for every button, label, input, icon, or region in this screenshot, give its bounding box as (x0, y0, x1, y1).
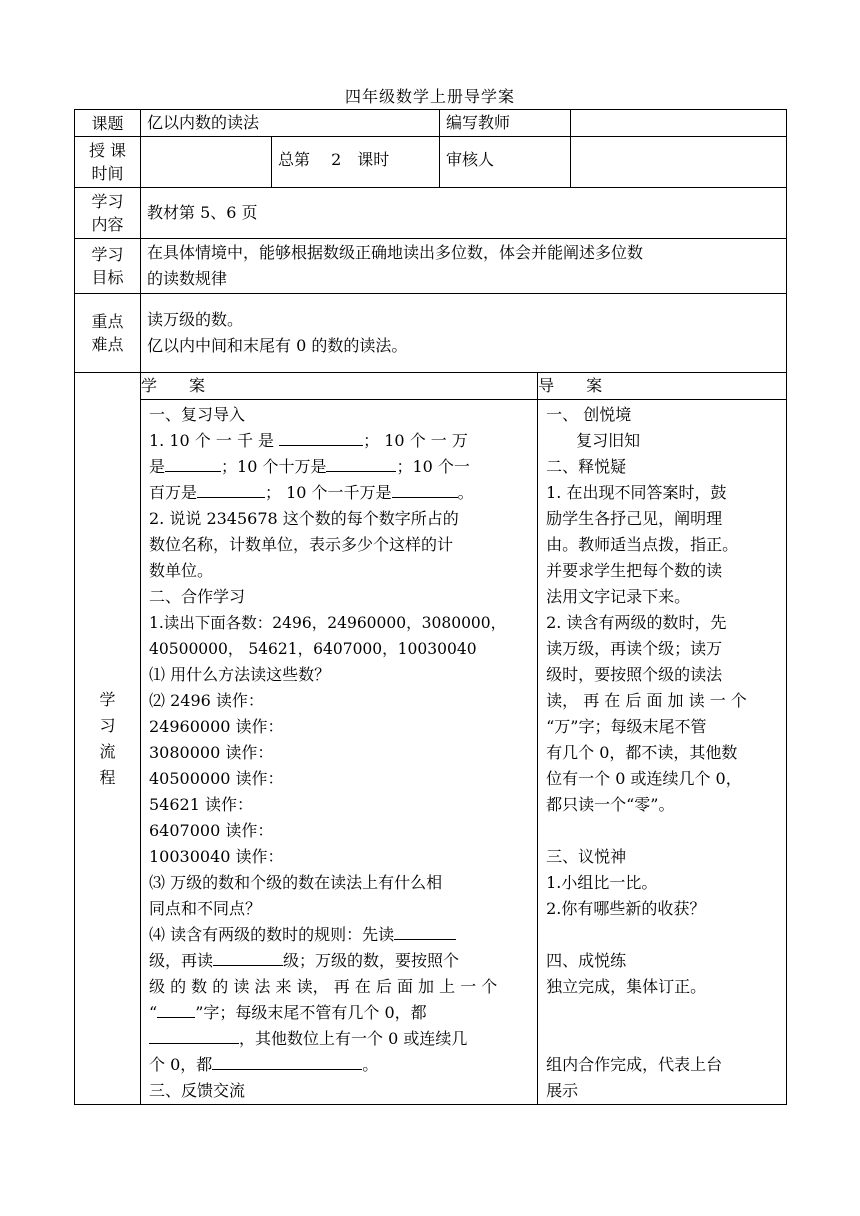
content-label (75, 188, 141, 239)
page-title: 四年级数学上册导学案 (344, 87, 515, 106)
time-label-top: 授 课 (88, 141, 127, 160)
xue-section-3: 三、反馈交流 (149, 1081, 246, 1100)
focus-label (75, 294, 141, 373)
q1-text: 1. 10 个 一 千 是 (149, 431, 275, 450)
time-value (141, 137, 272, 188)
flow-content (141, 373, 787, 1105)
dao-line: 级时，要按照个级的读法 (546, 665, 723, 684)
xue-p7: 6407000 读作： (149, 821, 274, 840)
goal-label-top: 学习 (91, 245, 124, 264)
fill-blank[interactable] (157, 1000, 195, 1018)
reviewer-value (571, 137, 787, 188)
p10-text: ”字；每级末尾不管有几个 0，都 (195, 1003, 427, 1022)
p10-text: ，其他数位上有一个 0 或连续几 (239, 1029, 468, 1048)
flow-label (75, 373, 141, 1105)
xue-p5: 40500000 读作： (149, 769, 284, 788)
dao-column (538, 400, 786, 1105)
xue-p10-line2 (149, 948, 531, 974)
dao-line: 一、 创悦境 (546, 405, 632, 424)
xue-p10-line3: 级 的 数 的 读 法 来 读， 再 在 后 面 加 上 一 个 (149, 977, 498, 996)
content-label-top: 学习 (91, 192, 124, 211)
dao-line: 由。教师适当点拨，指正。 (546, 535, 739, 554)
teacher-label: 编写教师 (440, 110, 571, 137)
dao-line: 位有一个 0 或连续几个 0， (546, 769, 742, 788)
dao-line: “万”字；每级末尾不管 (546, 717, 707, 736)
time-row (75, 137, 787, 188)
xue-p4: 3080000 读作： (149, 743, 274, 762)
goal-label (75, 239, 141, 294)
fill-blank[interactable] (213, 948, 283, 966)
xue-p6: 54621 读作： (149, 795, 253, 814)
teacher-value (571, 110, 787, 137)
p10-text: ⑷ 读含有两级的数时的规则：先读 (149, 925, 395, 944)
goal-label-bottom: 目标 (91, 268, 124, 287)
xue-q2-line2: 数位名称，计数单位，表示多少个这样的计 (149, 535, 454, 554)
fill-blank[interactable] (149, 1026, 239, 1044)
focus-line-2: 亿以内中间和末尾有 0 的数的读法。 (147, 336, 408, 355)
dao-spacer (546, 818, 780, 844)
focus-row (75, 294, 787, 373)
focus-value (141, 294, 787, 373)
dao-line: 2. 读含有两级的数时，先 (546, 613, 727, 632)
topic-value: 亿以内数的读法 (141, 110, 440, 137)
xue-p3: 24960000 读作： (149, 717, 284, 736)
xue-q1-line1 (149, 428, 531, 454)
xue-p1: ⑴ 用什么方法读这些数？ (149, 665, 331, 684)
dao-spacer (546, 1026, 780, 1052)
dao-line: 独立完成，集体订正。 (546, 977, 707, 996)
dao-line: 1. 在出现不同答案时，鼓 (546, 483, 727, 502)
dao-line: 并要求学生把每个数的读 (546, 561, 723, 580)
xue-q2-line1: 2. 说说 2345678 这个数的每个数字所占的 (149, 509, 459, 528)
q1-text: ；10 个一 (396, 457, 470, 476)
time-label-bottom: 时间 (91, 164, 124, 183)
xue-column (141, 400, 538, 1105)
dao-line: 2.你有哪些新的收获？ (546, 899, 706, 918)
content-label-bottom: 内容 (91, 215, 124, 234)
dao-line: 读万级，再读个级；读万 (546, 639, 723, 658)
q1-text: ；10 个十万是 (221, 457, 327, 476)
flow-label-char: 学 (99, 689, 116, 709)
fill-blank[interactable] (165, 454, 221, 472)
content-value: 教材第 5、6 页 (141, 188, 787, 239)
xue-read-line1: 1.读出下面各数：2496，24960000，3080000， (149, 614, 507, 632)
focus-label-bottom: 难点 (91, 335, 124, 354)
fill-blank[interactable] (392, 480, 458, 498)
q1-text: ； 10 个 一 万 (363, 431, 468, 450)
xue-p9-line1: ⑶ 万级的数和个级的数在读法上有什么相 (149, 873, 443, 892)
flow-label-char: 习 (99, 715, 116, 735)
dao-line: 三、议悦神 (546, 847, 627, 866)
dao-line: 四、成悦练 (546, 951, 627, 970)
dao-header: 导 案 (538, 373, 786, 400)
fill-blank[interactable] (197, 480, 265, 498)
fill-blank[interactable] (279, 428, 363, 446)
dao-line: 二、释悦疑 (546, 457, 627, 476)
p10-text: 级；万级的数，要按照个 (283, 951, 460, 970)
p10-text: 。 (362, 1055, 379, 1074)
dao-line: 复习旧知 (576, 431, 641, 450)
q1-text: 。 (457, 483, 474, 502)
xue-q1-line3 (149, 480, 531, 506)
fill-blank[interactable] (212, 1052, 362, 1070)
xue-p10-line4 (149, 1000, 531, 1026)
content-row (75, 188, 787, 239)
flow-label-char: 流 (99, 741, 116, 761)
goal-line-1: 在具体情境中，能够根据数级正确地读出多位数，体会并能阐述多位数 (147, 243, 644, 262)
p10-text: 个 0，都 (149, 1055, 213, 1074)
topic-label: 课题 (75, 110, 141, 137)
dao-line: 组内合作完成，代表上台 (546, 1055, 723, 1074)
flow-label-char: 程 (99, 767, 116, 787)
dao-line: 都只读一个“零”。 (546, 795, 675, 814)
q1-text: 是 (149, 457, 166, 476)
xue-read-line2: 40500000， 54621，6407000，10030040 (149, 640, 477, 658)
goal-row (75, 239, 787, 294)
dao-line: 励学生各抒己见，阐明理 (546, 509, 723, 528)
xue-p10-line5 (149, 1026, 531, 1052)
q1-text: 百万是 (149, 483, 198, 502)
focus-label-top: 重点 (91, 312, 124, 331)
dao-spacer (546, 1000, 780, 1026)
xue-section-1: 一、复习导入 (149, 405, 246, 424)
lesson-number: 总第 2 课时 (272, 137, 440, 188)
dao-line: 法用文字记录下来。 (546, 587, 691, 606)
p10-text: 级，再读 (149, 951, 214, 970)
xue-p8: 10030040 读作： (149, 847, 284, 866)
lesson-plan-table (74, 109, 787, 1105)
topic-row (75, 110, 787, 137)
xue-q1-line2 (149, 454, 531, 480)
xue-q2-line3: 数单位。 (149, 561, 214, 580)
p10-text: “ (149, 1003, 158, 1022)
xue-p9-line2: 同点和不同点？ (149, 899, 262, 918)
dao-spacer (546, 922, 780, 948)
flow-inner-table (141, 373, 786, 1104)
xue-p10-line1 (149, 922, 531, 948)
flow-row (75, 373, 787, 1105)
goal-line-2: 的读数规律 (147, 269, 228, 288)
focus-line-1: 读万级的数。 (147, 310, 244, 329)
xue-header: 学 案 (141, 373, 538, 400)
xue-p2: ⑵ 2496 读作： (149, 691, 264, 710)
fill-blank[interactable] (326, 454, 396, 472)
fill-blank[interactable] (394, 922, 456, 940)
time-label (75, 137, 141, 188)
xue-p10-line6 (149, 1052, 531, 1078)
q1-text: ； 10 个一千万是 (265, 483, 392, 502)
xue-section-2: 二、合作学习 (149, 587, 246, 606)
dao-line: 1.小组比一比。 (546, 873, 658, 892)
dao-line: 展示 (546, 1081, 579, 1100)
reviewer-label: 审核人 (440, 137, 571, 188)
dao-line: 有几个 0，都不读，其他数 (546, 743, 738, 762)
goal-value (141, 239, 787, 294)
dao-line: 读， 再 在 后 面 加 读 一 个 (546, 691, 747, 710)
